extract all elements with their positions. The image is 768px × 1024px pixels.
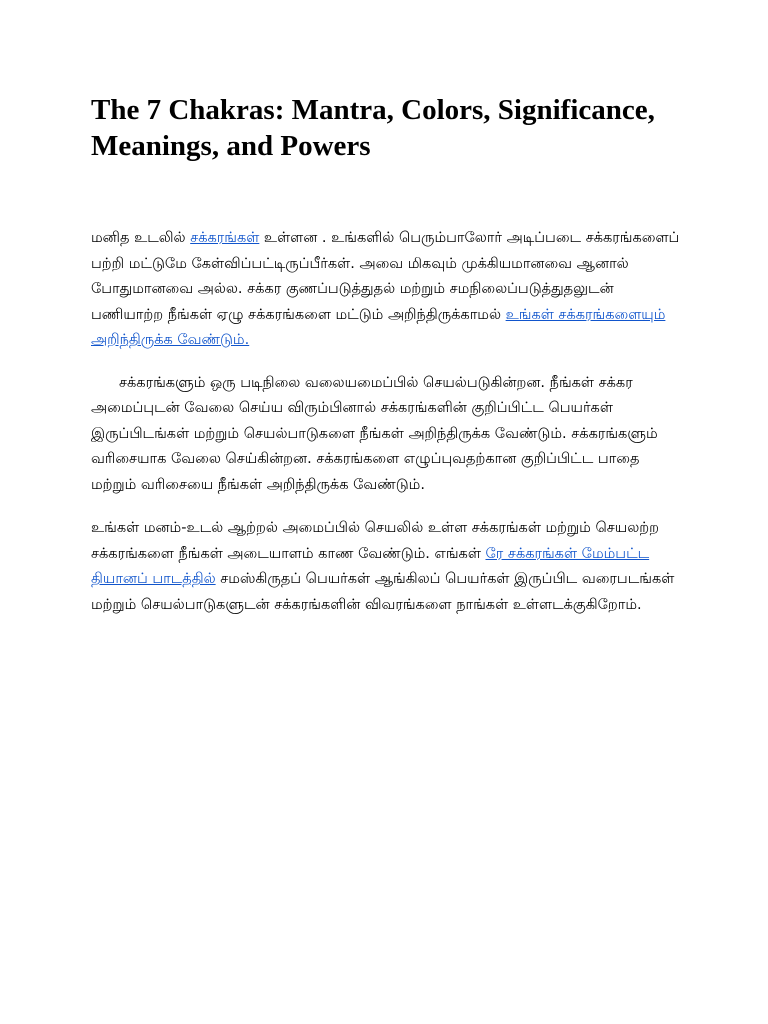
course-text-end: சமஸ்கிருதப் பெயர்கள் ஆங்கிலப் பெயர்கள் இருப்பிட வரைபடங்கள் மற்றும் செயல்பாடுகளுடன் சக்கரங்களின் விவரங்களை நாங்கள் உள்ளடக்குகிறோம். — [91, 571, 675, 613]
intro-text-middle: உள்ளன . உங்களில் பெரும்பாலோர் அடிப்படை சக்கரங்களைப் பற்றி மட்டுமே கேள்விப்பட்டிருப்பீர்கள். அவை மிகவும் முக்கியமானவை ஆனால் போதுமானவை அல்ல. சக்கர குணப்படுத்துதல் மற்றும் சமநிலைப்படுத்துதலுடன் பணியாற்ற நீங்கள் ஏழு சக்கரங்களை மட்டும் அறிந்திருக்காமல் — [91, 230, 680, 323]
paragraph-intro — [91, 226, 681, 354]
paragraph-hierarchy: சக்கரங்களும் ஒரு படிநிலை வலையமைப்பில் செயல்படுகின்றன. நீங்கள் சக்கர அமைப்புடன் வேலை செய்ய விரும்பினால் சக்கரங்களின் குறிப்பிட்ட பெயர்கள் இருப்பிடங்கள் மற்றும் செயல்பாடுகளை நீங்கள் அறிந்திருக்க வேண்டும். சக்கரங்களும் வரிசையாக வேலை செய்கின்றன. சக்கரங்களை எழுப்புவதற்கான குறிப்பிட்ட பாதை மற்றும் வரிசையை நீங்கள் அறிந்திருக்க வேண்டும். — [91, 374, 658, 493]
paragraph-course — [91, 516, 681, 618]
intro-text-start: மனித உடலில் — [91, 230, 191, 246]
chakras-link[interactable]: சக்கரங்கள் — [190, 230, 260, 246]
your-chakras-link[interactable]: உங்கள் சக்கரங்களையும் அறிந்திருக்க வேண்டும். — [91, 306, 666, 348]
document-page — [91, 92, 681, 618]
page-title: The 7 Chakras: Mantra, Colors, Significance, Meanings, and Powers — [91, 94, 655, 162]
course-text-start: உங்கள் மனம்-உடல் ஆற்றல் அமைப்பில் செயலில் உள்ள சக்கரங்கள் மற்றும் செயலற்ற சக்கரங்களை நீங்கள் அடையாளம் காண வேண்டும். எங்கள் — [91, 520, 659, 562]
meditation-course-link[interactable]: ரே சக்கரங்கள் மேம்பட்ட தியானப் பாடத்தில் — [91, 545, 650, 587]
